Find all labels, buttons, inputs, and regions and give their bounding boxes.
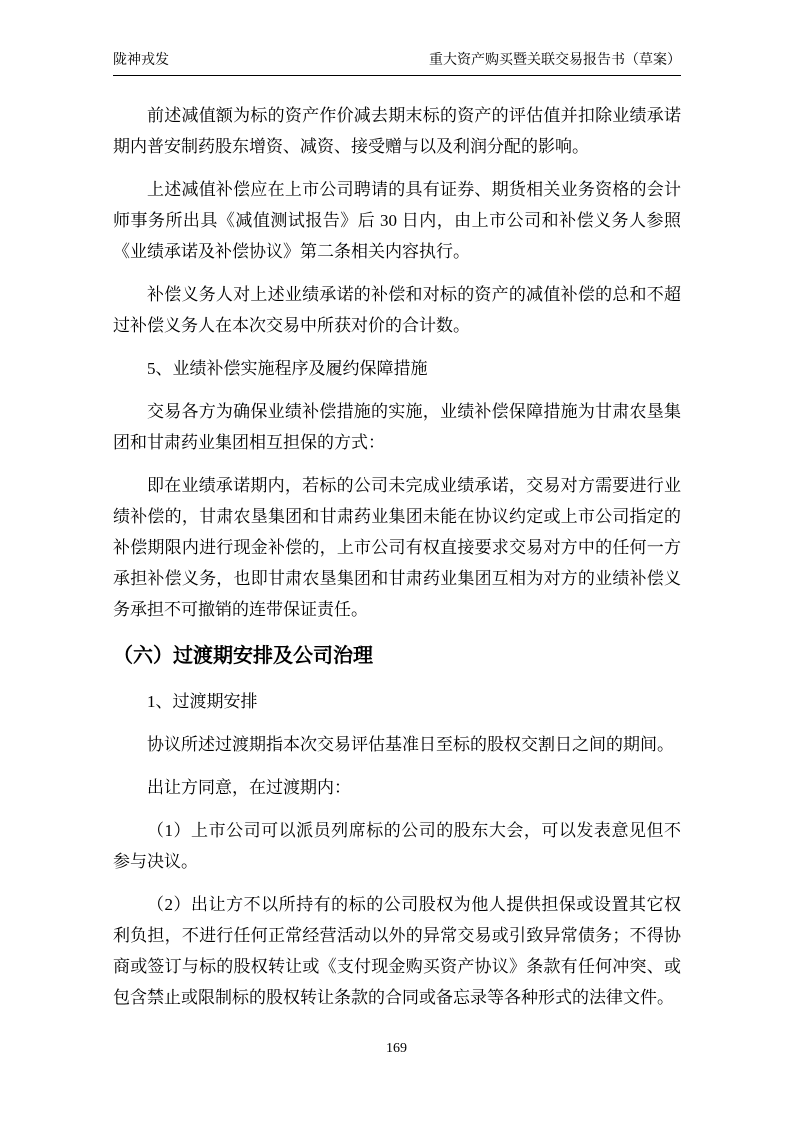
paragraph: 即在业绩承诺期内，若标的公司未完成业绩承诺，交易对方需要进行业绩补偿的，甘肃农垦集团和甘肃药业集团未能在协议约定或上市公司指定的补偿期限内进行现金补偿的，上市公司有权直接要求交易对方中的任何一方承担补偿义务，也即甘肃农垦集团和甘肃药业集团互相为对方的业绩补偿义务承担不可撤销的连带保证责任。 bbox=[113, 476, 681, 619]
sub-heading: 1、过渡期安排 bbox=[147, 692, 258, 711]
paragraph: 上述减值补偿应在上市公司聘请的具有证券、期货相关业务资格的会计师事务所出具《减值测试报告》后 30 日内，由上市公司和补偿义务人参照《业绩承诺及补偿协议》第二条相关内容执行。 bbox=[113, 180, 681, 261]
page-number: 169 bbox=[386, 1041, 407, 1056]
header-report-title: 重大资产购买暨关联交易报告书（草案） bbox=[429, 53, 681, 68]
paragraph: 出让方同意，在过渡期内： bbox=[147, 778, 351, 797]
header-company-name: 陇神戎发 bbox=[113, 53, 169, 68]
document-body bbox=[113, 100, 681, 1025]
paragraph: （1）上市公司可以派员列席标的公司的股东大会，可以发表意见但不参与决议。 bbox=[113, 821, 681, 871]
paragraph: 补偿义务人对上述业绩承诺的补偿和对标的资产的减值补偿的总和不超过补偿义务人在本次交易中所获对价的合计数。 bbox=[113, 285, 681, 335]
paragraph: 前述减值额为标的资产作价减去期末标的资产的评估值并扣除业绩承诺期内普安制药股东增资、减资、接受赠与以及利润分配的影响。 bbox=[113, 106, 681, 156]
page-header bbox=[113, 52, 681, 76]
paragraph: 协议所述过渡期指本次交易评估基准日至标的股权交割日之间的期间。 bbox=[147, 735, 674, 754]
page-footer bbox=[0, 1040, 793, 1058]
section-heading: （六）过渡期安排及公司治理 bbox=[113, 645, 373, 667]
paragraph: 交易各方为确保业绩补偿措施的实施，业绩补偿保障措施为甘肃农垦集团和甘肃药业集团相互担保的方式： bbox=[113, 402, 681, 452]
sub-heading: 5、业绩补偿实施程序及履约保障措施 bbox=[147, 359, 428, 378]
paragraph: （2）出让方不以所持有的标的公司股权为他人提供担保或设置其它权利负担，不进行任何正常经营活动以外的异常交易或引致异常债务；不得协商或签订与标的股权转让或《支付现金购买资产协议》条款有任何冲突、或包含禁止或限制标的股权转让条款的合同或备忘录等各种形式的法律文件。 bbox=[113, 895, 681, 1007]
